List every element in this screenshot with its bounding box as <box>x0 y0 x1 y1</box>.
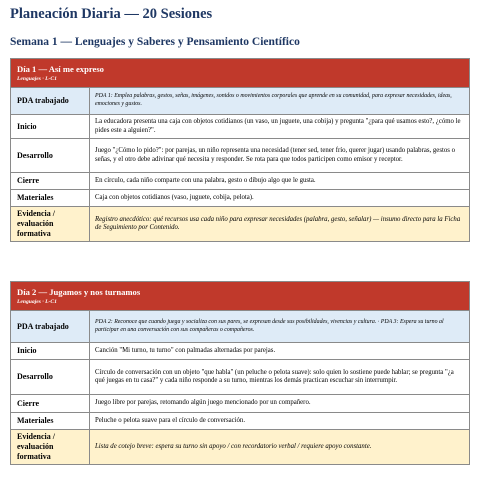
evidencia-value: Lista de cotejo breve: espera su turno sin apoyo / con recordatorio verbal / requiere apoyo constante. <box>90 430 470 465</box>
day-1-pda-row <box>11 88 470 115</box>
day-2-table <box>10 281 470 465</box>
day-1-table <box>10 58 470 242</box>
desarrollo-label: Desarrollo <box>11 360 90 395</box>
day-2-subtitle: Lenguajes · L-C1 <box>17 298 57 305</box>
day-2-header <box>11 282 470 311</box>
inicio-label: Inicio <box>11 343 90 360</box>
day-2-title: Día 2 — Jugamos y nos turnamos <box>17 286 141 297</box>
cierre-label: Cierre <box>11 395 90 413</box>
pda-label: PDA trabajado <box>11 88 90 115</box>
week-title: Semana 1 — Lenguajes y Saberes y Pensamiento Científico <box>10 36 300 48</box>
cierre-label: Cierre <box>11 173 90 190</box>
day-1-inicio-row <box>11 115 470 139</box>
evidencia-label: Evidencia / evaluación formativa <box>11 207 90 242</box>
pda-value: PDA 2: Reconoce que cuando juega y socializa con sus pares, se expresan desde sus posibilidades, vivencias y cultura. · PDA 3: Espera su turno al participar en una conversación con sus compañeras o compañeros. <box>90 311 470 343</box>
day-1-cierre-row <box>11 173 470 190</box>
inicio-label: Inicio <box>11 115 90 139</box>
day-2-desarrollo-row <box>11 360 470 395</box>
day-1-desarrollo-row <box>11 139 470 173</box>
pda-label: PDA trabajado <box>11 311 90 343</box>
desarrollo-value: Círculo de conversación con un objeto "que habla" (un peluche o pelota suave): solo quien lo sostiene puede hablar; se pregunta "¿a qué juegas en tu casa?" y cada niño responde a su turno, mientras los demás practican escuchar sin interrumpir. <box>90 360 470 395</box>
materiales-label: Materiales <box>11 190 90 207</box>
day-2-evidencia-row <box>11 430 470 465</box>
day-1-subtitle: Lenguajes · L-C1 <box>17 75 57 82</box>
day-2-pda-row <box>11 311 470 343</box>
day-2-materiales-row <box>11 413 470 430</box>
desarrollo-label: Desarrollo <box>11 139 90 173</box>
materiales-value: Peluche o pelota suave para el círculo de conversación. <box>90 413 470 430</box>
day-2-inicio-row <box>11 343 470 360</box>
day-1-header <box>11 59 470 88</box>
document-title: Planeación Diaria — 20 Sesiones <box>10 6 213 22</box>
day-2-cierre-row <box>11 395 470 413</box>
cierre-value: Juego libre por parejas, retomando algún juego mencionado por un compañero. <box>90 395 470 413</box>
evidencia-value: Registro anecdótico: qué recursos usa cada niño para expresar necesidades (palabra, gesto, señalar) — insumo directo para la Ficha de Seguimiento por Contenido. <box>90 207 470 242</box>
materiales-label: Materiales <box>11 413 90 430</box>
evidencia-label: Evidencia / evaluación formativa <box>11 430 90 465</box>
pda-value: PDA 1: Emplea palabras, gestos, señas, imágenes, sonidos o movimientos corporales que aprende en su comunidad, para expresar necesidades, ideas, emociones y gustos. <box>90 88 470 115</box>
desarrollo-value: Juego "¿Cómo lo pido?": por parejas, un niño representa una necesidad (tener sed, tener frío, querer jugar) usando palabras, gestos o señas, y el otro debe adivinar qué necesita y responder. Se rota para que todos participen como emisor y receptor. <box>90 139 470 173</box>
day-1-title: Día 1 — Así me expreso <box>17 63 104 74</box>
day-1-evidencia-row <box>11 207 470 242</box>
day-1-materiales-row <box>11 190 470 207</box>
inicio-value: La educadora presenta una caja con objetos cotidianos (un vaso, un juguete, una cobija) y pregunta "¿para qué usamos esto?, ¿cómo le pides este a alguien?". <box>90 115 470 139</box>
materiales-value: Caja con objetos cotidianos (vaso, juguete, cobija, pelota). <box>90 190 470 207</box>
inicio-value: Canción "Mi turno, tu turno" con palmadas alternadas por parejas. <box>90 343 470 360</box>
cierre-value: En círculo, cada niño comparte con una palabra, gesto o dibujo algo que le gusta. <box>90 173 470 190</box>
